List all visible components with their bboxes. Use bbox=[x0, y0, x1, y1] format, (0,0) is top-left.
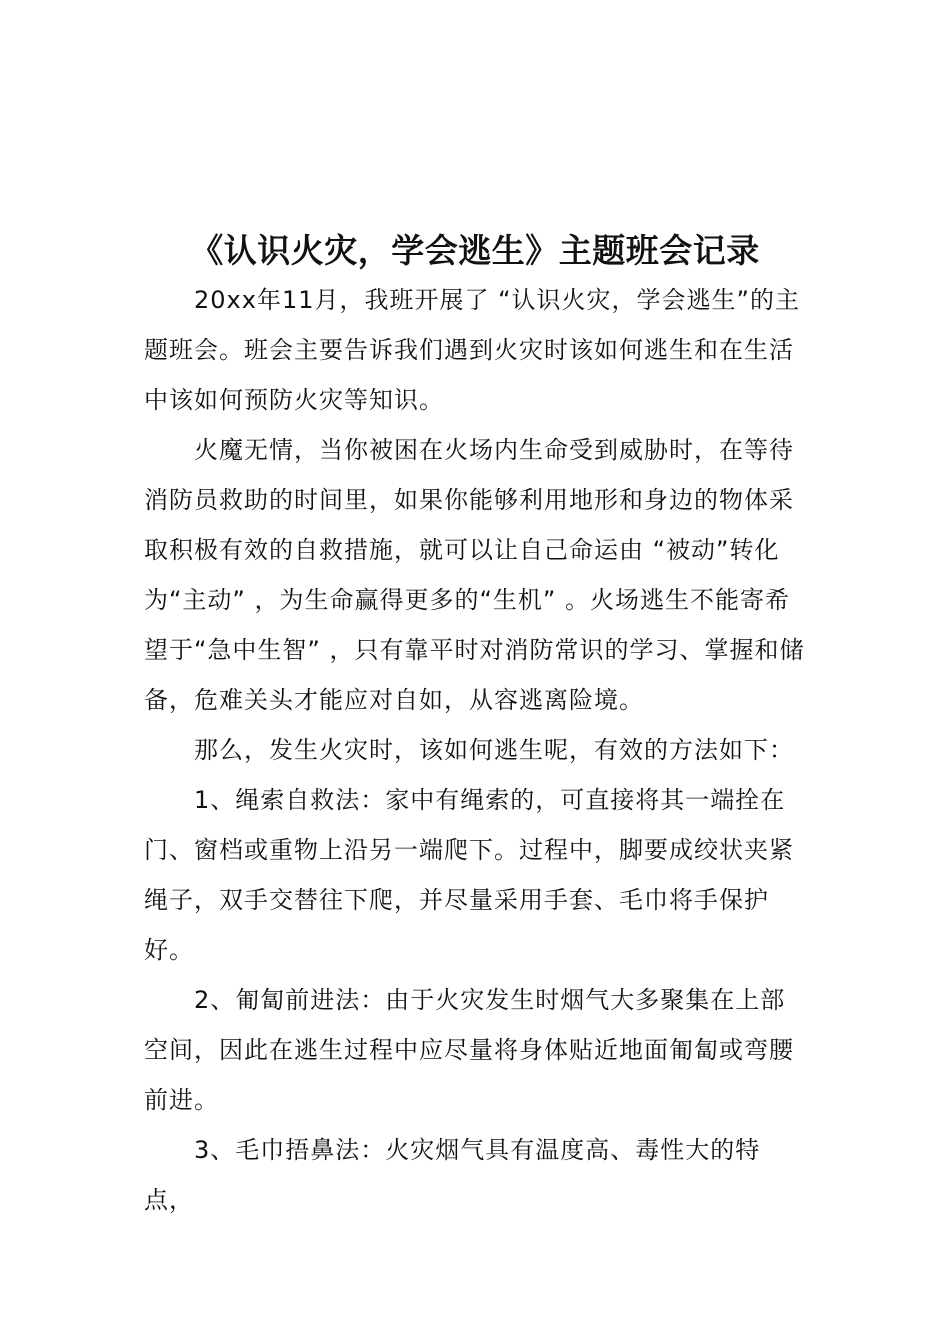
document-body bbox=[144, 275, 808, 1225]
document-title: 《认识火灾，学会逃生》主题班会记录 bbox=[190, 231, 760, 270]
paragraph-fire-escape-importance: 火魔无情，当你被困在火场内生命受到威胁时，在等待消防员救助的时间里，如果你能够利用地形和身边的物体采取积极有效的自救措施，就可以让自己命运由 “被动”转化为“主动” ，为生命赢得更多的“生机” 。火场逃生不能寄希望于“急中生智” ，只有靠平时对消防常识的学习、掌握和储备，危难关头才能应对自如，从容逃离险境。 bbox=[144, 436, 805, 714]
paragraph-method-crawl: 2、匍匐前进法：由于火灾发生时烟气大多聚集在上部空间，因此在逃生过程中应尽量将身体贴近地面匍匐或弯腰前进。 bbox=[144, 986, 794, 1114]
paragraph-methods-intro: 那么，发生火灾时，该如何逃生呢，有效的方法如下： bbox=[194, 736, 794, 764]
paragraph-method-towel: 3、毛巾捂鼻法：火灾烟气具有温度高、毒性大的特点， bbox=[144, 1136, 761, 1214]
paragraph-method-rope: 1、绳索自救法：家中有绳索的，可直接将其一端拴在门、窗档或重物上沿另一端爬下。过程中，脚要成绞状夹紧绳子，双手交替往下爬，并尽量采用手套、毛巾将手保护好。 bbox=[144, 786, 794, 964]
paragraph-intro: 20xx年11月，我班开展了 “认识火灾，学会逃生”的主题班会。班会主要告诉我们遇到火灾时该如何逃生和在生活中该如何预防火灾等知识。 bbox=[144, 286, 800, 414]
